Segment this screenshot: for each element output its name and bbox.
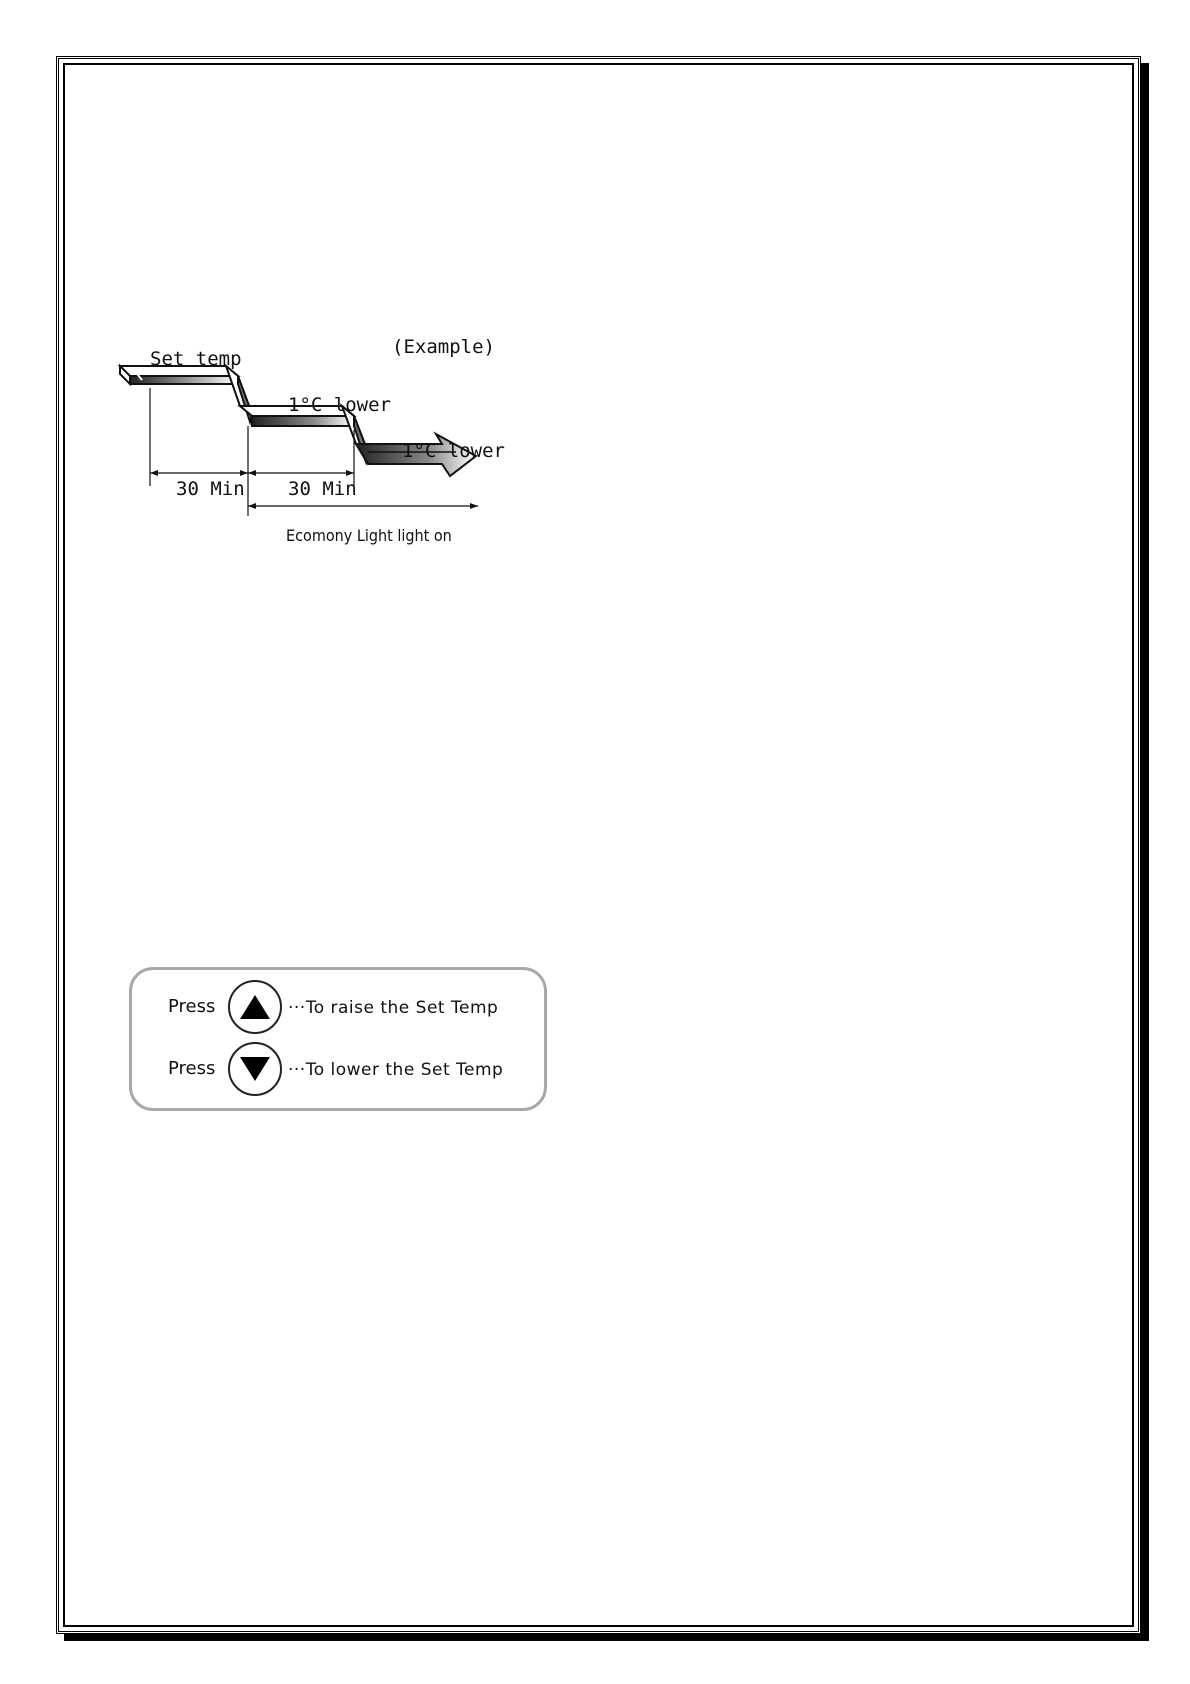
press-label: Press	[168, 1058, 216, 1079]
step-1-label: 1°C lower	[288, 394, 391, 416]
up-button	[228, 980, 282, 1034]
down-button	[228, 1042, 282, 1096]
raise-temp-row	[132, 980, 544, 1036]
interval-1-label: 30 Min	[176, 478, 245, 500]
lower-temp-row	[132, 1042, 544, 1098]
economy-mode-diagram	[120, 330, 520, 560]
economy-light-label: Ecomony Light light on	[286, 526, 452, 545]
arrowhead-right	[346, 470, 354, 476]
arrowhead-right	[470, 503, 478, 509]
arrowhead-right	[240, 470, 248, 476]
set-temp-label: Set temp	[150, 348, 242, 370]
arrowhead-left	[248, 470, 256, 476]
lower-temp-description: ···To lower the Set Temp	[288, 1060, 504, 1080]
page-frame-inner	[63, 63, 1134, 1627]
arrowhead-left	[150, 470, 158, 476]
interval-2-label: 30 Min	[288, 478, 357, 500]
up-triangle-icon	[238, 992, 272, 1022]
page-frame	[56, 56, 1141, 1634]
down-triangle-icon	[238, 1054, 272, 1084]
step-2-label: 1°C lower	[402, 440, 505, 462]
temperature-control-legend	[129, 967, 547, 1111]
raise-temp-description: ···To raise the Set Temp	[288, 998, 499, 1018]
example-label: (Example)	[392, 336, 495, 358]
arrowhead-left	[248, 503, 256, 509]
press-label: Press	[168, 996, 216, 1017]
